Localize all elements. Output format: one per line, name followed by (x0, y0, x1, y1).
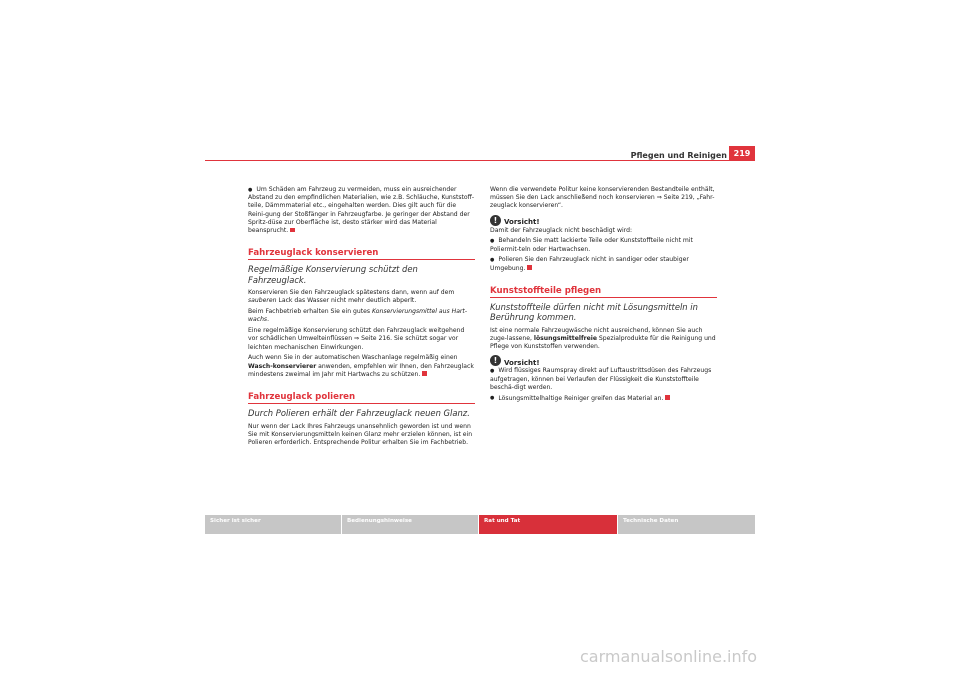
warning-icon: ! (490, 215, 501, 226)
section-heading-konservieren: Fahrzeuglack konservieren (248, 248, 475, 260)
paragraph: Eine regelmäßige Konservierung schützt den Fahrzeuglack weitgehend vor schädlichen Umwelteinflüssen ⇒ Seite 216. Sie schützt sogar vor leichten mechanischen Einwirkungen. (248, 327, 465, 351)
paragraph: Beim Fachbetrieb erhalten Sie ein gutes Konservierungsmittel aus Hart-wachs. (248, 308, 468, 324)
intro-bullet: ● Um Schäden am Fahrzeug zu vermeiden, muss ein ausreichender Abstand zu den empfindlichen Materialien, wie z.B. Schläuche, Kunststoff-teile, Dämmmaterial etc., eingehalten werden. Dies gilt auch für die Reini-gung der Stoßfänger in Fahrzeugfarbe. Je geringer der Abstand der Spritz-düse zur Oberfläche ist, desto stärker wird das Material beansprucht. (248, 186, 475, 235)
footer-nav (205, 515, 755, 534)
end-mark-icon (290, 228, 295, 233)
caution-bullet: ● Lösungsmittelhaltige Reiniger greifen das Material an. (490, 395, 717, 403)
caution-title: Vorsicht! (504, 218, 540, 226)
caution-bullet: ● Wird flüssiges Raumspray direkt auf Luftaustrittsdüsen des Fahrzeugs aufgetragen, können bei Verlaufen der Flüssigkeit die Kunststoffteile beschä-digt werden. (490, 367, 717, 392)
watermark: carmanualsonline.info (580, 647, 758, 666)
header-rule (205, 160, 755, 161)
section-subtitle-polieren: Durch Polieren erhält der Fahrzeuglack neuen Glanz. (248, 408, 470, 419)
tab-rat-und-tat[interactable]: Rat und Tat (479, 515, 617, 534)
page-number: 219 (729, 146, 755, 160)
right-column (490, 186, 717, 405)
left-column (248, 186, 475, 450)
caution-bullet: ● Polieren Sie den Fahrzeuglack nicht in sandiger oder staubiger Umgebung. (490, 256, 717, 272)
caution-lead: Damit der Fahrzeuglack nicht beschädigt wird: (490, 226, 632, 234)
paragraph: Ist eine normale Fahrzeugwäsche nicht ausreichend, können Sie auch zuge-lassene, lösungsmittelfreie Spezialprodukte für die Reinigung und Pflege von Kunststoffen verwenden. (490, 326, 716, 351)
caution-header (490, 355, 717, 366)
section-subtitle-konservieren: Regelmäßige Konservierung schützt den Fahrzeuglack. (248, 264, 418, 285)
section-heading-polieren: Fahrzeuglack polieren (248, 392, 475, 404)
paragraph: Auch wenn Sie in der automatischen Waschanlage regelmäßig einen Wasch-konservierer anwenden, empfehlen wir Ihnen, den Fahrzeuglack mindestens zweimal im Jahr mit Hartwachs zu schützen. (248, 354, 474, 378)
section-subtitle-kunststoff: Kunststoffteile dürfen nicht mit Lösungsmitteln in Berührung kommen. (490, 301, 698, 323)
section-heading-kunststoff: Kunststoffteile pflegen (490, 286, 717, 298)
tab-bedienungshinweise[interactable]: Bedienungshinweise (342, 515, 478, 534)
tab-technische-daten[interactable]: Technische Daten (618, 515, 755, 534)
caution-title: Vorsicht! (504, 358, 540, 367)
tab-sicher-ist-sicher[interactable]: Sicher ist sicher (205, 515, 341, 534)
end-mark-icon (665, 395, 670, 400)
page-header (205, 146, 755, 160)
end-mark-icon (527, 265, 532, 270)
paragraph: Wenn die verwendete Politur keine konservierenden Bestandteile enthält, müssen Sie den Lack anschließend noch konservieren ⇒ Seite 219, „Fahr-zeuglack konservieren“. (490, 186, 715, 210)
warning-icon: ! (490, 355, 501, 366)
chapter-title: Pflegen und Reinigen (630, 151, 727, 160)
end-mark-icon (422, 371, 427, 376)
caution-bullet: ● Behandeln Sie matt lackierte Teile oder Kunststoffteile nicht mit Poliermit-teln oder Hartwachsen. (490, 237, 717, 253)
paragraph: Nur wenn der Lack Ihres Fahrzeugs unansehnlich geworden ist und wenn Sie mit Konservierungsmitteln keinen Glanz mehr erzielen können, ist ein Polieren erforderlich. Entsprechende Politur erhalten Sie im Fachbetrieb. (248, 422, 473, 446)
paragraph: Konservieren Sie den Fahrzeuglack spätestens dann, wenn auf dem sauberen Lack das Wasser nicht mehr deutlich abperlt. (248, 289, 455, 305)
caution-header (490, 215, 717, 226)
